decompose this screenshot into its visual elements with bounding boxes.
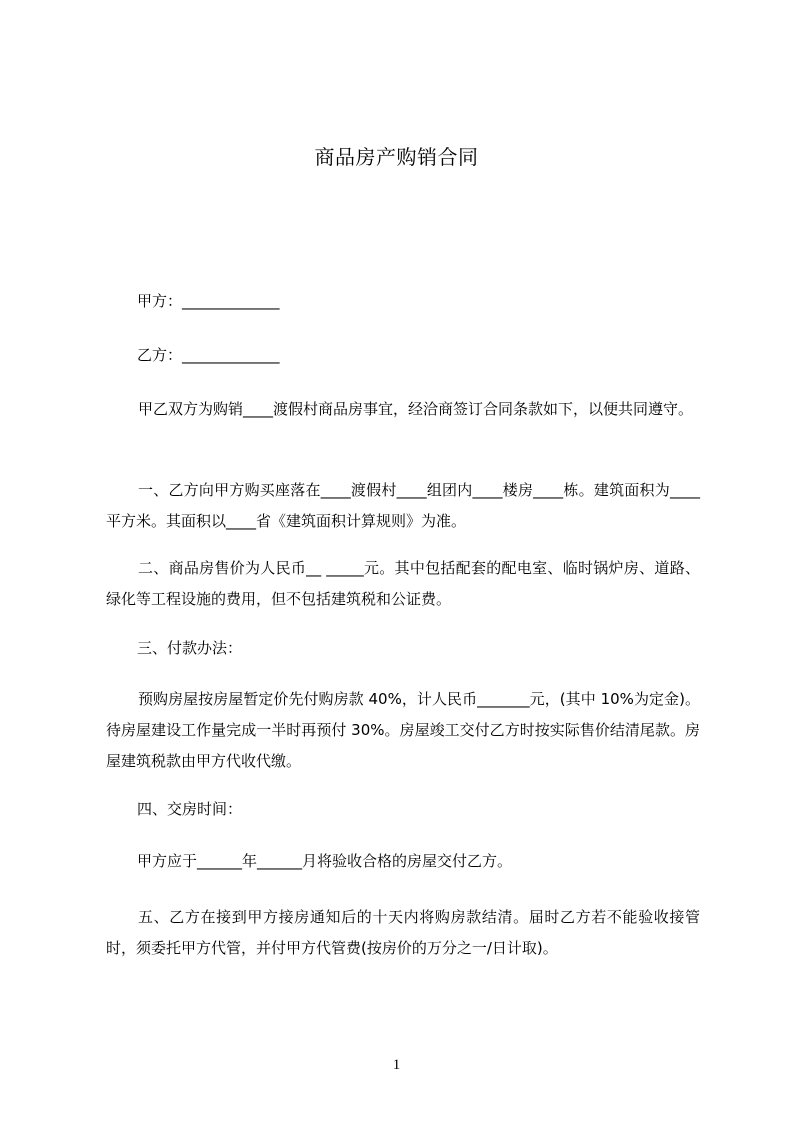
intro-paragraph: 甲乙双方为购销____渡假村商品房事宜，经洽商签订合同条款如下，以便共同遵守。 xyxy=(138,400,694,418)
clause-4-paragraph: 甲方应于______年______月将验收合格的房屋交付乙方。 xyxy=(137,852,513,870)
clause-3-heading: 三、付款办法： xyxy=(137,639,243,657)
clause-2-paragraph: 二、商品房售价为人民币__ _____元。其中包括配套的配电室、临时锅炉房、道路、绿化等工程设施的费用，但不包括建筑税和公证费。 xyxy=(106,559,700,608)
clause-5-paragraph: 五、乙方在接到甲方接房通知后的十天内将购房款结清。届时乙方若不能验收接管时，须委托甲方代管，并付甲方代管费(按房价的万分之一/日计取)。 xyxy=(106,908,700,957)
clause-1-paragraph: 一、乙方向甲方购买座落在____渡假村____组团内____楼房____栋。建筑面积为____平方米。其面积以____省《建筑面积计算规则》为准。 xyxy=(106,481,700,530)
party-b-line: 乙方：_____________ xyxy=(137,346,280,364)
clause-3-paragraph: 预购房屋按房屋暂定价先付购房款 40%，计人民币_______元，(其中 10%为定金)。待房屋建设工作量完成一半时再预付 30%。房屋竣工交付乙方时按实际售价结清尾款。房屋建筑税款由甲方代收代缴。 xyxy=(106,690,700,770)
clause-4-heading: 四、交房时间： xyxy=(137,800,243,818)
page-number: 1 xyxy=(392,1057,401,1073)
document-title: 商品房产购销合同 xyxy=(314,145,479,169)
party-a-line: 甲方：_____________ xyxy=(137,292,280,310)
